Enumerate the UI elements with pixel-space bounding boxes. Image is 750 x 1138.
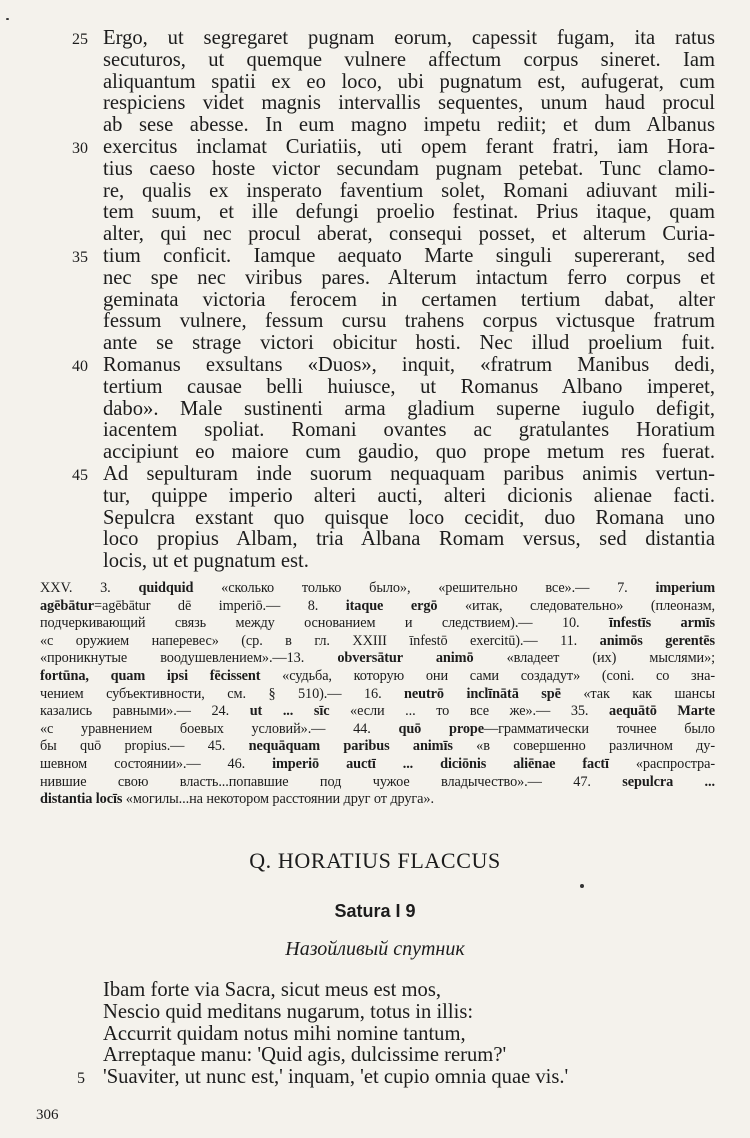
note-lemma: obversātur animō xyxy=(337,650,474,667)
line-text: dabo». Male sustinenti arma gladium superne iugulo defigit, xyxy=(103,397,715,420)
line-text: ante se strage victori obicitur hosti. Nec illud proelium fuit. xyxy=(103,332,715,355)
note-gloss: «с уравнением боевых условий».— 44. xyxy=(40,720,399,737)
line-text: tius caeso hoste victor secundam pugnam petebat. Tunc clamo- xyxy=(103,157,715,180)
note-lemma: distantia locīs xyxy=(40,791,123,808)
note-lemma: imperium xyxy=(655,580,716,596)
note-line xyxy=(40,756,715,774)
prose-passage xyxy=(72,27,715,573)
line-text: ab sese abesse. In eum magno impetu rediit; et dum Albanus xyxy=(103,114,715,137)
print-speck xyxy=(6,18,9,20)
prose-line xyxy=(103,311,715,333)
prose-line xyxy=(103,486,715,508)
note-gloss: «проникнутые воодушевлением».—13. xyxy=(40,650,338,667)
line-text: respiciens videt magnis intervallis sequentes, unum haud procul xyxy=(103,92,715,115)
note-gloss: XXV. 3. xyxy=(40,580,139,596)
verse-passage xyxy=(77,979,569,1089)
prose-line xyxy=(103,377,715,399)
note-lemma: imperiō auctī ... diciōnis aliēnae factī xyxy=(272,755,609,772)
line-text: tur, quippe imperio alteri aucti, alteri dicionis alienae facti. xyxy=(103,484,715,507)
commentary-notes xyxy=(40,580,715,809)
note-line xyxy=(40,774,715,792)
line-number: 45 xyxy=(72,466,88,484)
note-lemma: quidquid xyxy=(138,580,194,596)
note-gloss: «с оружием наперевес» (ср. в гл. XXIII īnfestō exercitū).— 11. xyxy=(40,632,600,649)
note-lemma: neutrō inclīnātā spē xyxy=(404,685,561,702)
prose-line xyxy=(103,508,715,530)
prose-line xyxy=(103,420,715,442)
prose-line xyxy=(72,353,715,377)
work-title: Satura I 9 xyxy=(334,901,416,921)
line-text: tem suum, et ille defungi proelio festinat. Prius itaque, quam xyxy=(103,201,715,224)
line-text: loco propius Albam, tria Albana Romam versus, sed distantia xyxy=(103,528,715,551)
prose-line xyxy=(72,135,715,159)
note-gloss: чением субъективности, см. § 510).— 16. xyxy=(40,685,405,702)
prose-line xyxy=(103,224,715,246)
note-gloss: «владеет (их) мыслями»; xyxy=(473,650,715,667)
prose-line xyxy=(103,202,715,224)
verse-line xyxy=(103,1045,568,1067)
line-text: Nescio quid meditans nugarum, totus in illis: xyxy=(103,1000,474,1023)
note-line xyxy=(40,721,715,739)
print-speck xyxy=(580,884,584,888)
line-text: Ibam forte via Sacra, sicut meus est mos, xyxy=(103,979,441,1001)
verse-line xyxy=(103,980,568,1002)
line-text: iacentem spoliat. Romani ovantes ac gratulantes Horatium xyxy=(103,419,715,442)
line-number: 35 xyxy=(72,248,88,266)
note-gloss: «распростра- xyxy=(608,755,715,772)
note-line xyxy=(40,580,715,598)
note-lemma: quō prope xyxy=(398,720,484,737)
prose-line xyxy=(103,115,715,137)
line-text: Sepulcra exstant quo quisque loco cecidit, duo Romana uno xyxy=(103,506,715,529)
line-text: 'Suaviter, ut nunc est,' inquam, 'et cupio omnia quae vis.' xyxy=(103,1066,569,1089)
line-text: fessum vulnere, fessum cursu trahens corpus victusque fratrum xyxy=(103,310,715,333)
note-line xyxy=(40,615,715,633)
line-text: locis, ut et pugnatum est. xyxy=(103,550,309,573)
line-text: re, qualis ex insperato faventium solet, Romani adiuvant mili- xyxy=(103,179,715,202)
prose-line xyxy=(103,72,715,94)
note-line xyxy=(40,668,715,686)
note-lemma: itaque ergō xyxy=(345,597,438,614)
note-lemma: ut ... sīc xyxy=(249,703,330,720)
note-line xyxy=(40,703,715,721)
note-gloss: «так как шансы xyxy=(560,685,715,702)
line-text: Arreptaque manu: 'Quid agis, dulcissime rerum?' xyxy=(103,1044,507,1067)
prose-line xyxy=(103,529,715,551)
prose-line xyxy=(72,462,715,486)
note-gloss: —грамматически точнее было xyxy=(483,720,715,737)
line-text: Ad sepulturam inde suorum nequaquam paribus animis vertun- xyxy=(103,462,715,485)
line-text: Ergo, ut segregaret pugnam eorum, capessit fugam, ita ratus xyxy=(103,27,715,49)
note-gloss: =agēbātur dē imperiō.— 8. xyxy=(94,597,346,614)
prose-line xyxy=(72,244,715,268)
line-text: Accurrit quidam notus mihi nomine tantum, xyxy=(103,1022,466,1045)
prose-line xyxy=(103,551,715,573)
note-lemma: īnfestīs armīs xyxy=(609,615,715,632)
note-lemma: animōs gerentēs xyxy=(599,632,715,649)
prose-line xyxy=(103,181,715,203)
note-line xyxy=(40,791,715,809)
prose-line xyxy=(72,27,715,50)
line-text: nec spe nec viribus pares. Alterum intactum ferro corpus et xyxy=(103,266,715,289)
note-gloss: шевном состоянии».— 46. xyxy=(40,755,273,772)
note-lemma: fortūna, quam ipsi fēcissent xyxy=(40,667,261,684)
line-text: alter, qui nec procul aberat, consequi posset, et alterum Curia- xyxy=(103,223,715,246)
line-text: secuturos, ut quemque vulnere affectum corpus sineret. Iam xyxy=(103,48,715,71)
note-lemma: aequātō Marte xyxy=(609,703,715,720)
note-gloss: нившие свою власть...попавшие под чужое владычество».— 47. xyxy=(40,773,623,790)
prose-line xyxy=(103,442,715,464)
line-text: Romanus exsultans «Duos», inquit, «fratrum Manibus dedi, xyxy=(103,353,715,376)
note-gloss: «если ... то все же».— 35. xyxy=(329,703,610,720)
line-number: 25 xyxy=(72,31,88,48)
note-line xyxy=(40,738,715,756)
note-gloss: «в совершенно различном ду- xyxy=(452,738,716,755)
prose-line xyxy=(103,290,715,312)
note-line xyxy=(40,686,715,704)
note-line xyxy=(40,598,715,616)
note-lemma: sepulcra ... xyxy=(622,773,715,790)
line-text: tium conficit. Iamque aequato Marte singuli supererant, sed xyxy=(103,244,715,267)
line-text: geminata victoria ferocem in certamen tertium dabat, alter xyxy=(103,288,715,311)
note-gloss: «могилы...на некотором расстоянии друг от друга». xyxy=(122,791,434,808)
note-gloss: казались равными».— 24. xyxy=(40,703,250,720)
page-number: 306 xyxy=(36,1107,59,1123)
prose-line xyxy=(103,93,715,115)
verse-line xyxy=(77,1066,569,1089)
line-text: accipiunt eo maiore cum gaudio, quo prope metum res fuerat. xyxy=(103,441,715,464)
prose-line xyxy=(103,333,715,355)
prose-line xyxy=(103,159,715,181)
verse-line xyxy=(103,1024,568,1046)
line-text: exercitus inclamat Curiatiis, uti opem ferant fratri, iam Hora- xyxy=(103,135,715,158)
note-lemma: agēbātur xyxy=(40,597,95,614)
line-number: 40 xyxy=(72,357,88,375)
note-gloss: «сколько только было», «решительно все».— 7. xyxy=(193,580,656,596)
note-gloss: «итак, следовательно» (плеоназм, xyxy=(437,597,715,614)
work-subtitle: Назойливый спутник xyxy=(285,938,465,960)
note-line xyxy=(40,650,715,668)
prose-line xyxy=(103,268,715,290)
line-number: 30 xyxy=(72,139,88,157)
line-text: tertium causae belli huiusce, ut Romanus Albano imperet, xyxy=(103,375,715,398)
author-heading: Q. HORATIUS FLACCUS xyxy=(249,848,501,873)
note-gloss: подчеркивающий связь между основанием и следствием).— 10. xyxy=(40,615,609,632)
prose-line xyxy=(103,50,715,72)
verse-line xyxy=(103,1002,568,1024)
line-number: 5 xyxy=(77,1070,85,1088)
prose-line xyxy=(103,399,715,421)
note-line xyxy=(40,633,715,651)
note-gloss: бы quō propius.— 45. xyxy=(40,738,249,755)
note-gloss: «судьба, которую они сами создадут» (coni. со зна- xyxy=(260,667,716,684)
note-lemma: nequāquam paribus animīs xyxy=(248,738,453,755)
line-text: aliquantum spatii ex eo loco, ubi pugnatum est, aufugerat, cum xyxy=(103,70,715,93)
